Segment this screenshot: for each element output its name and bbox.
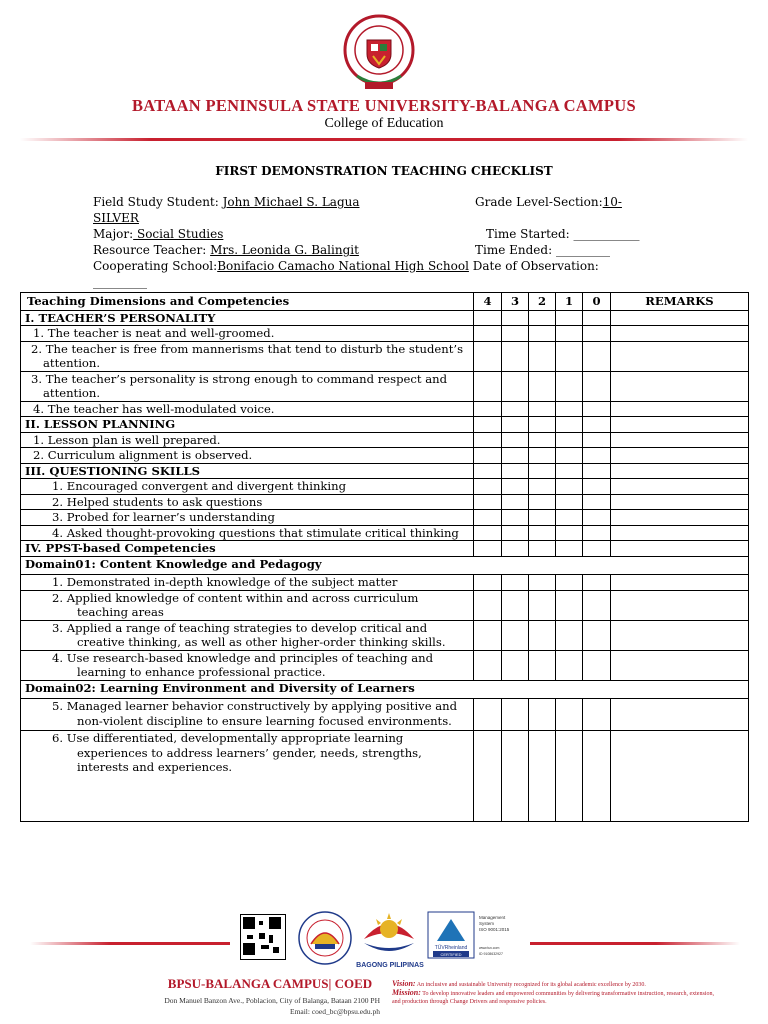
score-cell[interactable] [556, 575, 583, 591]
major-label: Major: [93, 227, 134, 241]
observation-blank: _________ [93, 275, 147, 289]
header-dimensions: Teaching Dimensions and Competencies [21, 293, 474, 311]
time-ended: Time Ended: _________ [475, 243, 610, 257]
resource-line [93, 242, 359, 258]
score-cell[interactable] [502, 699, 529, 731]
score-cell[interactable] [583, 401, 611, 417]
domain-row [21, 680, 749, 699]
document-title: FIRST DEMONSTRATION TEACHING CHECKLIST [215, 164, 553, 178]
score-cell[interactable] [529, 494, 556, 510]
score-cell[interactable] [529, 541, 556, 557]
table-row [21, 432, 749, 448]
score-cell[interactable] [474, 463, 502, 479]
remarks-cell[interactable] [611, 575, 749, 591]
score-cell[interactable] [556, 699, 583, 731]
score-cell[interactable] [556, 494, 583, 510]
footer-divider-right [530, 942, 740, 945]
grade-value-section: SILVER [93, 211, 139, 225]
table-row [21, 401, 749, 417]
resource-value: Mrs. Leonida G. Balingit [210, 243, 359, 257]
domain-title: Domain02: Learning Environment and Diversity of Learners [21, 680, 749, 699]
score-cell[interactable] [474, 371, 502, 401]
remarks-cell[interactable] [611, 541, 749, 557]
table-row [21, 575, 749, 591]
remarks-cell[interactable] [611, 401, 749, 417]
section-row [21, 463, 749, 479]
score-cell[interactable] [502, 494, 529, 510]
score-cell[interactable] [502, 326, 529, 342]
section-title: IV. PPST-based Competencies [21, 541, 474, 557]
score-cell[interactable] [529, 731, 556, 822]
score-cell[interactable] [583, 541, 611, 557]
table-row [21, 479, 749, 495]
score-cell[interactable] [556, 620, 583, 650]
bagong-pilipinas-logo [356, 903, 422, 963]
table-row [21, 590, 749, 620]
score-cell[interactable] [583, 731, 611, 822]
table-row [21, 650, 749, 680]
remarks-cell[interactable] [611, 341, 749, 371]
vision-label: Vision: [392, 979, 416, 988]
criterion: 2. Applied knowledge of content within and across curriculum teaching areas [21, 590, 474, 620]
score-cell[interactable] [529, 620, 556, 650]
score-cell[interactable] [583, 479, 611, 495]
remarks-cell[interactable] [611, 417, 749, 433]
score-cell[interactable] [502, 620, 529, 650]
score-cell[interactable] [529, 510, 556, 526]
score-cell[interactable] [529, 448, 556, 464]
grade-line [475, 194, 622, 210]
tuv-certification-badge [427, 911, 519, 959]
grade-value: 10- [602, 195, 622, 209]
table-row [21, 731, 749, 822]
time-started: Time Started: ___________ [486, 227, 640, 241]
score-cell[interactable] [556, 326, 583, 342]
score-cell[interactable] [474, 417, 502, 433]
score-cell[interactable] [583, 432, 611, 448]
vision-mission-block [392, 980, 722, 1006]
score-cell[interactable] [556, 590, 583, 620]
score-cell[interactable] [529, 371, 556, 401]
table-row [21, 620, 749, 650]
score-cell[interactable] [583, 310, 611, 326]
score-cell[interactable] [529, 479, 556, 495]
score-cell[interactable] [583, 448, 611, 464]
score-cell[interactable] [529, 401, 556, 417]
score-cell[interactable] [502, 432, 529, 448]
score-cell[interactable] [474, 326, 502, 342]
header-score-2: 2 [529, 293, 556, 311]
score-cell[interactable] [502, 525, 529, 541]
remarks-cell[interactable] [611, 494, 749, 510]
score-cell[interactable] [502, 590, 529, 620]
mission-text: To develop innovative leaders and empowered communities by delivering transformative instruction, research, extension, and production through Change Drivers and responsive policies. [392, 991, 714, 1005]
tuv-brand: TÜVRheinland [434, 945, 468, 951]
score-cell[interactable] [529, 341, 556, 371]
section-title: I. TEACHER’S PERSONALITY [21, 310, 474, 326]
footer-campus-name: BPSU-BALANGA CAMPUS| COED [167, 976, 373, 991]
footer-address-block [110, 995, 380, 1017]
remarks-cell[interactable] [611, 432, 749, 448]
remarks-cell[interactable] [611, 326, 749, 342]
score-cell[interactable] [556, 432, 583, 448]
remarks-cell[interactable] [611, 590, 749, 620]
score-cell[interactable] [529, 699, 556, 731]
domain-row [21, 556, 749, 575]
score-cell[interactable] [529, 525, 556, 541]
grade-label: Grade Level-Section: [475, 195, 603, 209]
score-cell[interactable] [529, 417, 556, 433]
table-row [21, 371, 749, 401]
score-cell[interactable] [529, 650, 556, 680]
score-cell[interactable] [474, 479, 502, 495]
table-row [21, 510, 749, 526]
tuv-line: www.tuv.com [479, 946, 500, 950]
score-cell[interactable] [583, 650, 611, 680]
score-cell[interactable] [529, 310, 556, 326]
school-value: Bonifacio Camacho National High School [217, 259, 469, 273]
score-cell[interactable] [474, 699, 502, 731]
table-row [21, 494, 749, 510]
score-cell[interactable] [583, 510, 611, 526]
criterion: 1. Encouraged convergent and divergent thinking [21, 479, 474, 495]
table-row [21, 699, 749, 731]
criterion: 4. Asked thought-provoking questions that stimulate critical thinking [21, 525, 474, 541]
criterion: 4. Use research-based knowledge and principles of teaching and learning to enhance professional practice. [21, 650, 474, 680]
score-cell[interactable] [583, 326, 611, 342]
score-cell[interactable] [583, 525, 611, 541]
score-cell[interactable] [502, 341, 529, 371]
criterion: 6. Use differentiated, developmentally appropriate learning experiences to address learners’ gender, needs, strengths, interests and experiences. [21, 731, 474, 822]
school-line [93, 258, 599, 274]
header-score-3: 3 [502, 293, 529, 311]
score-cell[interactable] [502, 448, 529, 464]
score-cell[interactable] [556, 310, 583, 326]
bagong-pilipinas-label: BAGONG PILIPINAS [356, 962, 424, 969]
score-cell[interactable] [583, 341, 611, 371]
college-name: College of Education [324, 116, 444, 131]
section-row [21, 310, 749, 326]
resource-label: Resource Teacher: [93, 243, 211, 257]
criterion: 1. Lesson plan is well prepared. [21, 432, 474, 448]
section-row [21, 541, 749, 557]
tuv-line: Management [479, 915, 506, 920]
score-cell[interactable] [502, 650, 529, 680]
table-row [21, 326, 749, 342]
grade-value-cont [93, 210, 139, 226]
criterion: 2. Helped students to ask questions [21, 494, 474, 510]
criterion: 2. The teacher is free from mannerisms that tend to disturb the student’s attention. [21, 341, 474, 371]
criterion: 3. The teacher’s personality is strong enough to command respect and attention. [21, 371, 474, 401]
score-cell[interactable] [556, 463, 583, 479]
header-remarks: REMARKS [611, 293, 749, 311]
remarks-cell[interactable] [611, 510, 749, 526]
score-cell[interactable] [556, 341, 583, 371]
observation-label: Date of Observation: [468, 259, 599, 273]
header-score-4: 4 [474, 293, 502, 311]
score-cell[interactable] [583, 417, 611, 433]
checklist-table [20, 292, 749, 822]
tuv-line: ISO 9001:2015 [479, 927, 510, 932]
score-cell[interactable] [502, 575, 529, 591]
criterion: 3. Applied a range of teaching strategies to develop critical and creative thinking, as well as other higher-order thinking skills. [21, 620, 474, 650]
score-cell[interactable] [474, 448, 502, 464]
score-cell[interactable] [556, 541, 583, 557]
school-label: Cooperating School: [93, 259, 218, 273]
header-score-1: 1 [556, 293, 583, 311]
score-cell[interactable] [474, 541, 502, 557]
score-cell[interactable] [474, 310, 502, 326]
student-label: Field Study Student: [93, 195, 223, 209]
score-cell[interactable] [502, 463, 529, 479]
university-seal [343, 14, 415, 92]
score-cell[interactable] [502, 510, 529, 526]
footer-address: Don Manuel Banzon Ave., Poblacion, City of Balanga, Bataan 2100 PH [164, 996, 380, 1005]
remarks-cell[interactable] [611, 479, 749, 495]
criterion: 1. Demonstrated in-depth knowledge of the subject matter [21, 575, 474, 591]
score-cell[interactable] [474, 341, 502, 371]
score-cell[interactable] [556, 417, 583, 433]
remarks-cell[interactable] [611, 463, 749, 479]
score-cell[interactable] [556, 401, 583, 417]
score-cell[interactable] [583, 463, 611, 479]
footer-email: Email: coed_bc@bpsu.edu.ph [289, 1007, 380, 1016]
score-cell[interactable] [529, 326, 556, 342]
student-line [93, 194, 360, 210]
remarks-cell[interactable] [611, 448, 749, 464]
score-cell[interactable] [529, 463, 556, 479]
section-title: II. LESSON PLANNING [21, 417, 474, 433]
score-cell[interactable] [502, 541, 529, 557]
footer-divider-left [30, 942, 230, 945]
score-cell[interactable] [583, 494, 611, 510]
header-score-0: 0 [583, 293, 611, 311]
table-row [21, 341, 749, 371]
criterion: 1. The teacher is neat and well-groomed. [21, 326, 474, 342]
student-value: John Michael S. Lagua [222, 195, 360, 209]
tuv-line: ID 9108632927 [479, 952, 503, 956]
section-title: III. QUESTIONING SKILLS [21, 463, 474, 479]
score-cell[interactable] [502, 401, 529, 417]
score-cell[interactable] [502, 371, 529, 401]
score-cell[interactable] [474, 432, 502, 448]
score-cell[interactable] [556, 371, 583, 401]
score-cell[interactable] [583, 590, 611, 620]
university-name: BATAAN PENINSULA STATE UNIVERSITY-BALANGA CAMPUS [132, 96, 636, 115]
vision-text: An inclusive and sustainable University recognized for its global academic excellence by 2030. [415, 982, 646, 988]
score-cell[interactable] [583, 699, 611, 731]
score-cell[interactable] [474, 401, 502, 417]
score-cell[interactable] [502, 731, 529, 822]
section-row [21, 417, 749, 433]
domain-title: Domain01: Content Knowledge and Pedagogy [21, 556, 749, 575]
tuv-line: System [479, 921, 495, 926]
score-cell[interactable] [556, 650, 583, 680]
table-row [21, 448, 749, 464]
remarks-cell[interactable] [611, 731, 749, 822]
remarks-cell[interactable] [611, 620, 749, 650]
score-cell[interactable] [474, 510, 502, 526]
major-value: Social Studies [133, 227, 224, 241]
score-cell[interactable] [529, 590, 556, 620]
remarks-cell[interactable] [611, 650, 749, 680]
remarks-cell[interactable] [611, 310, 749, 326]
table-row [21, 525, 749, 541]
score-cell[interactable] [556, 510, 583, 526]
score-cell[interactable] [502, 479, 529, 495]
criterion: 5. Managed learner behavior constructively by applying positive and non-violent discipline to ensure learning focused environments. [21, 699, 474, 731]
score-cell[interactable] [474, 650, 502, 680]
score-cell[interactable] [474, 590, 502, 620]
qr-code-icon [240, 914, 286, 960]
score-cell[interactable] [474, 494, 502, 510]
score-cell[interactable] [474, 731, 502, 822]
score-cell[interactable] [502, 310, 529, 326]
score-cell[interactable] [474, 575, 502, 591]
score-cell[interactable] [529, 432, 556, 448]
header-divider [20, 138, 748, 141]
score-cell[interactable] [474, 620, 502, 650]
criterion: 4. The teacher has well-modulated voice. [21, 401, 474, 417]
score-cell[interactable] [556, 448, 583, 464]
score-cell[interactable] [474, 525, 502, 541]
remarks-cell[interactable] [611, 371, 749, 401]
score-cell[interactable] [583, 371, 611, 401]
tuv-certified: CERTIFIED [440, 952, 462, 957]
score-cell[interactable] [529, 575, 556, 591]
criterion: 2. Curriculum alignment is observed. [21, 448, 474, 464]
score-cell[interactable] [556, 479, 583, 495]
score-cell[interactable] [583, 575, 611, 591]
remarks-cell[interactable] [611, 699, 749, 731]
score-cell[interactable] [556, 525, 583, 541]
score-cell[interactable] [556, 731, 583, 822]
mission-label: Mission: [392, 988, 421, 997]
major-line [93, 226, 223, 242]
quality-award-logo [295, 910, 355, 966]
score-cell[interactable] [583, 620, 611, 650]
score-cell[interactable] [502, 417, 529, 433]
criterion: 3. Probed for learner’s understanding [21, 510, 474, 526]
table-header-row [21, 293, 749, 311]
remarks-cell[interactable] [611, 525, 749, 541]
